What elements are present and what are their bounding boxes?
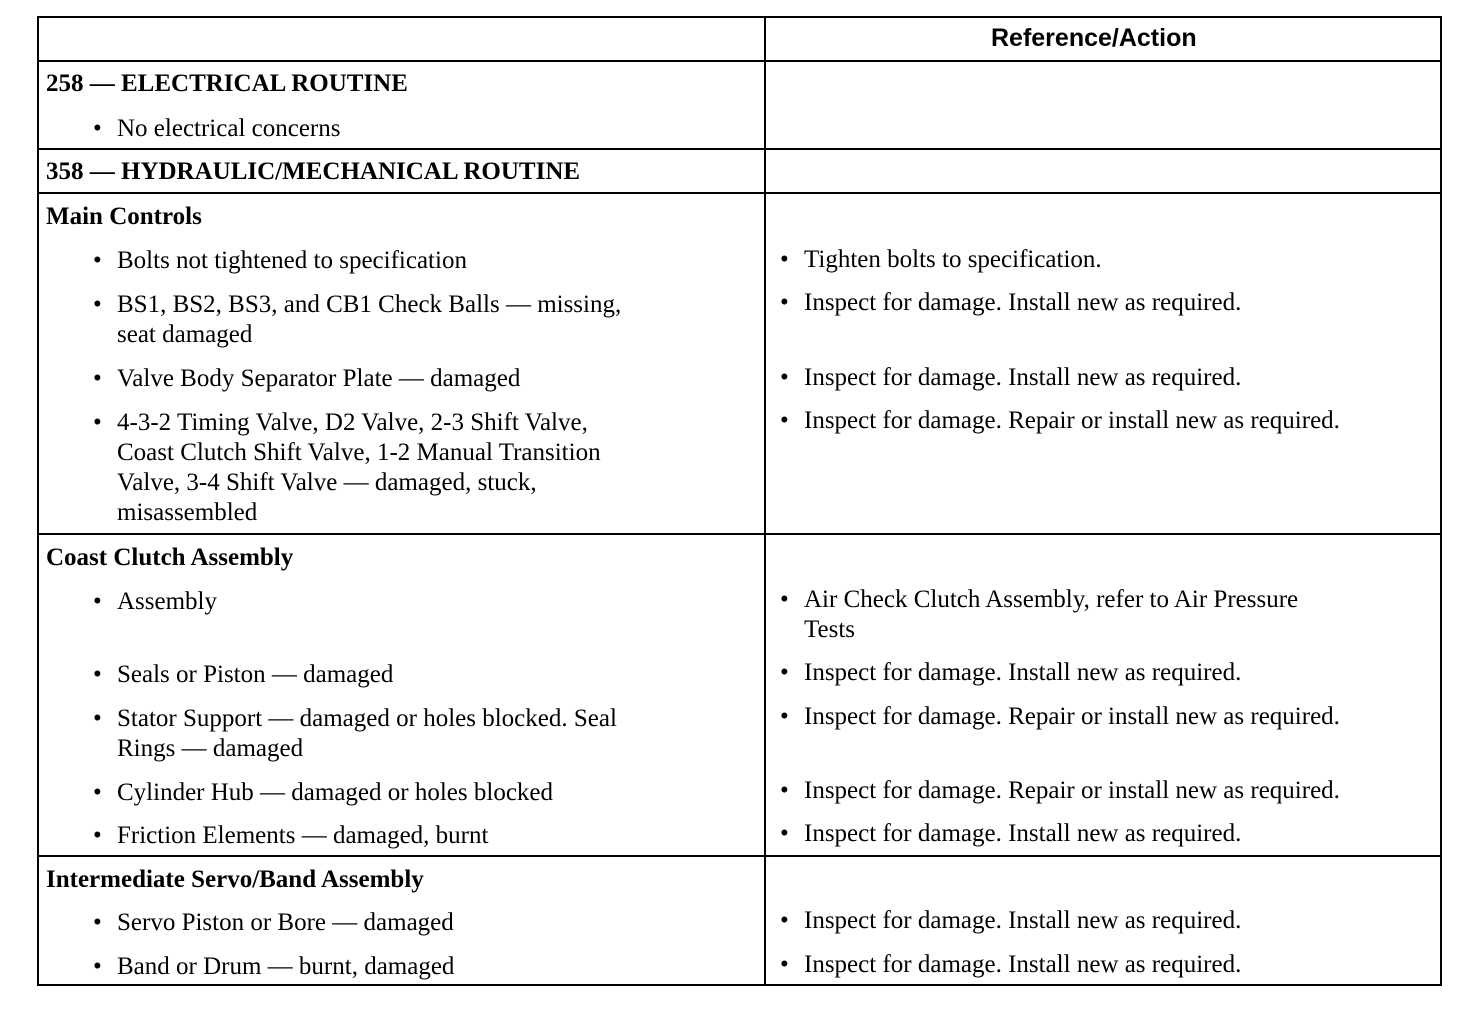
condition-line: • Friction Elements — damaged, burnt: [117, 822, 489, 849]
condition-line: Valve, 3-4 Shift Valve — damaged, stuck,: [117, 469, 537, 496]
action-item: [804, 585, 1298, 645]
condition-line: • 4-3-2 Timing Valve, D2 Valve, 2-3 Shift Valve,: [117, 409, 588, 436]
condition-item: [117, 364, 520, 394]
condition-line: Coast Clutch Shift Valve, 1-2 Manual Transition: [117, 439, 601, 466]
item-text: • No electrical concerns: [117, 115, 341, 142]
row-divider-electrical: [39, 148, 1440, 150]
action-line: • Inspect for damage. Repair or install new as required.: [804, 407, 1340, 434]
action-line: • Inspect for damage. Install new as required.: [804, 820, 1242, 847]
condition-item: [117, 952, 454, 982]
condition-line: • Cylinder Hub — damaged or holes blocked: [117, 779, 554, 806]
action-item: [804, 406, 1340, 436]
action-item: [804, 658, 1241, 688]
condition-line: • Bolts not tightened to specification: [117, 247, 467, 274]
action-line: • Inspect for damage. Install new as required.: [804, 659, 1242, 686]
section-title-hydraulic: 358 — HYDRAULIC/MECHANICAL ROUTINE: [46, 158, 581, 185]
row-divider-main-controls: [39, 533, 1440, 535]
row-divider-hydraulic: [39, 192, 1440, 194]
action-item: [804, 906, 1241, 936]
condition-line: • Servo Piston or Bore — damaged: [117, 909, 454, 936]
action-line: • Tighten bolts to specification.: [804, 246, 1102, 273]
section-title-electrical: 258 — ELECTRICAL ROUTINE: [46, 70, 408, 97]
column-divider: [764, 18, 766, 984]
condition-line: • Assembly: [117, 588, 217, 615]
condition-item: [117, 660, 393, 690]
action-line: • Inspect for damage. Install new as required.: [804, 289, 1242, 316]
condition-line: • BS1, BS2, BS3, and CB1 Check Balls — missing,: [117, 291, 622, 318]
condition-line: • Seals or Piston — damaged: [117, 661, 394, 688]
condition-item: [117, 778, 553, 808]
action-item: [804, 950, 1241, 980]
header-reference-action: Reference/Action: [991, 24, 1197, 52]
condition-item: [117, 246, 467, 276]
section-title-main-controls: Main Controls: [46, 203, 202, 230]
condition-line: • Band or Drum — burnt, damaged: [117, 953, 455, 980]
section-title-coast-clutch: Coast Clutch Assembly: [46, 544, 294, 571]
action-line: • Inspect for damage. Install new as required.: [804, 364, 1242, 391]
condition-item: [117, 290, 621, 350]
action-item: [804, 776, 1340, 806]
action-line: • Inspect for damage. Install new as required.: [804, 951, 1242, 978]
condition-line: Rings — damaged: [117, 735, 304, 762]
section-title-servo-band: Intermediate Servo/Band Assembly: [46, 866, 424, 893]
row-divider-coast-clutch: [39, 855, 1440, 857]
action-item: [804, 245, 1102, 275]
condition-item: [117, 408, 601, 528]
condition-line: misassembled: [117, 499, 258, 526]
condition-line: • Stator Support — damaged or holes blocked. Seal: [117, 705, 617, 732]
action-line: • Air Check Clutch Assembly, refer to Air Pressure: [804, 586, 1299, 613]
condition-line: • Valve Body Separator Plate — damaged: [117, 365, 521, 392]
action-line: • Inspect for damage. Repair or install new as required.: [804, 777, 1340, 804]
action-line: • Inspect for damage. Repair or install new as required.: [804, 703, 1340, 730]
action-item: [804, 702, 1340, 732]
list-item: [117, 114, 341, 144]
diagnosis-table: [37, 16, 1442, 986]
condition-item: [117, 587, 217, 617]
action-line: Tests: [804, 616, 856, 643]
action-line: • Inspect for damage. Install new as required.: [804, 907, 1242, 934]
condition-item: [117, 821, 488, 851]
row-divider-header: [39, 60, 1440, 62]
action-item: [804, 819, 1241, 849]
action-item: [804, 288, 1241, 318]
condition-item: [117, 908, 454, 938]
condition-item: [117, 704, 617, 764]
action-item: [804, 363, 1241, 393]
condition-line: seat damaged: [117, 321, 253, 348]
